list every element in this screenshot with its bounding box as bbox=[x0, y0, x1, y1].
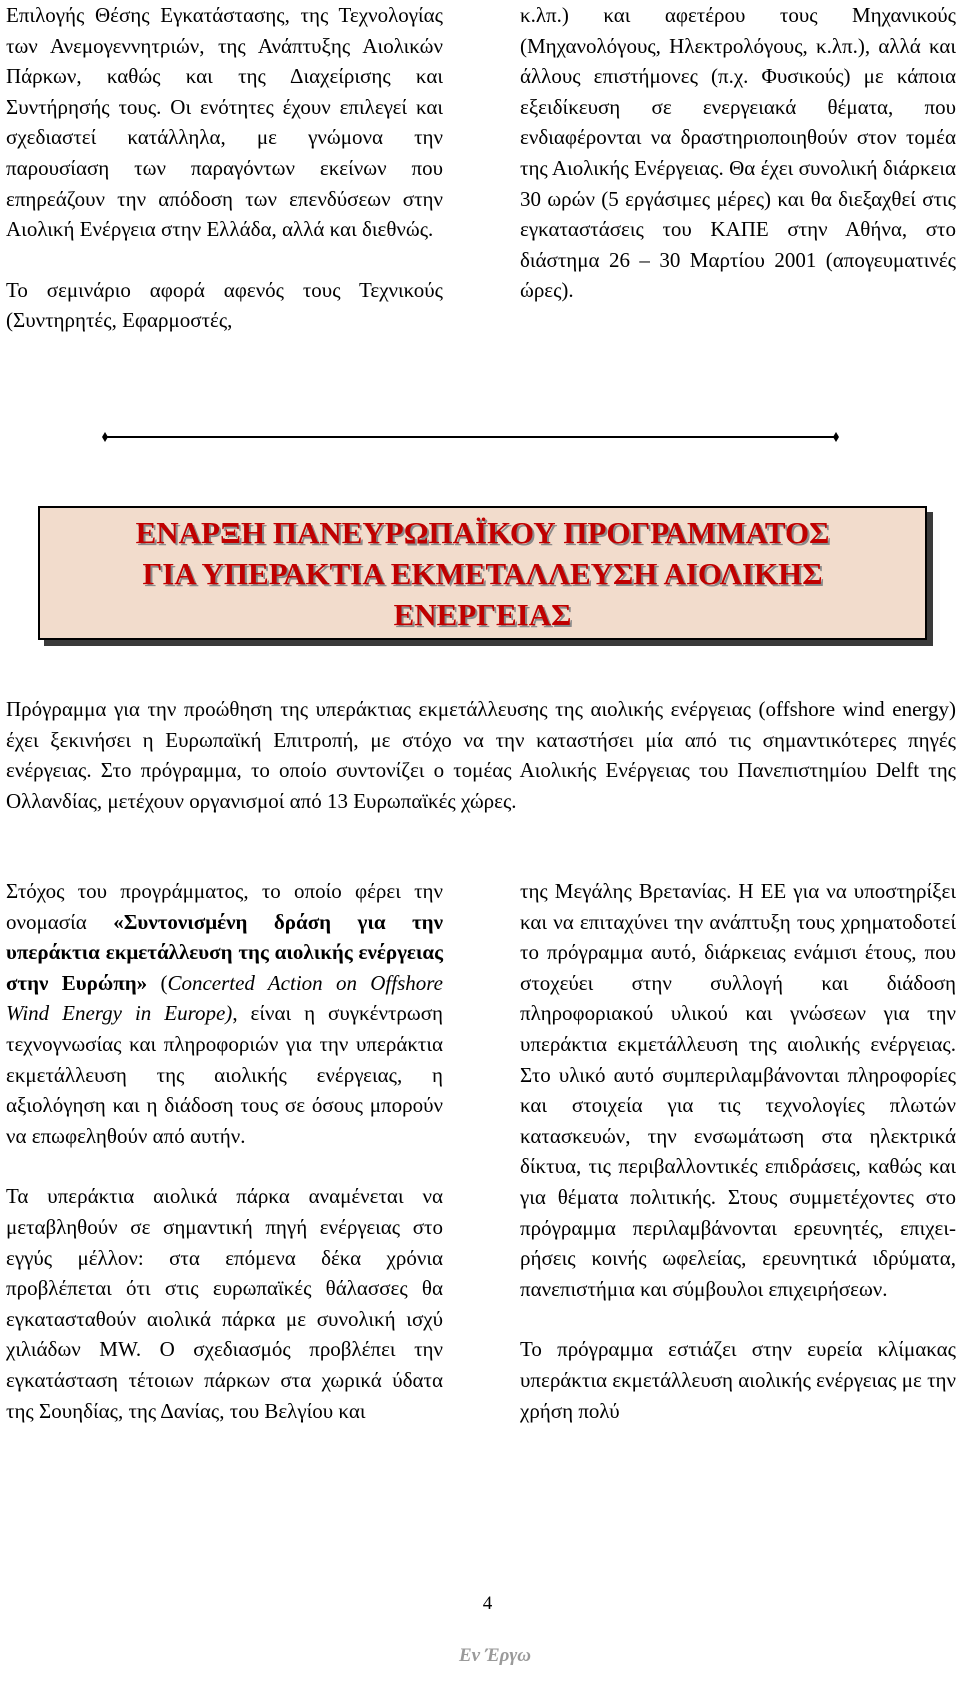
bottom-left-column bbox=[6, 876, 443, 1426]
paragraph-program-focus: Το πρόγραμμα εστιάζει στην ευρεία κλίμακας υπεράκτια εκμετάλλευση αιολικής ενέργειας με την χρήση πολύ bbox=[520, 1337, 956, 1423]
paragraph-seminar-topics: Επιλογής Θέσης Εγκατάστασης, της Τεχνολογίας των Ανεμογεννητριών, της Ανάπτυξης Αιολικών Πάρκων, καθώς και της Διαχείρισης και Συντήρησής τους. Οι ενότητες έχουν επιλεγεί και σχεδιαστεί κατάλληλα, με γνώμονα την παρουσίαση των παραγόντων εκείνων που επηρεάζουν την απόδοση των επενδύσεων στην Αιολική Ενέργεια στην Ελλάδα, αλλά και διεθνώς. bbox=[6, 3, 443, 242]
article-title-box bbox=[38, 506, 927, 640]
divider-left-diamond-icon bbox=[102, 432, 108, 442]
section-divider bbox=[102, 431, 839, 443]
bottom-right-column bbox=[520, 876, 956, 1426]
paragraph-offshore-parks: Τα υπεράκτια αιολικά πάρκα αναμένεται να μεταβληθούν σε σημαντική πηγή ενέργειας στο εγγύς μέλλον: στα επόμενα δέκα χρόνια προβλέπεται ότι στις ευρωπαϊκές θάλασσες θα εγκατασταθούν αιολικά πάρκα με συνολική ισχύ χιλιάδων MW. Ο σχεδιασμός προβλέπει την εγκατάσταση τέτοιων πάρκων στα χωρικά ύδατα της Σουηδίας, της Δανίας, του Βελγίου και bbox=[6, 1184, 443, 1423]
article-intro: Πρόγραμμα για την προώθηση της υπεράκτιας εκμετάλλευσης της αιολικής ενέργειας (offshore wind energy) έχει ξεκινήσει η Ευρωπαϊκή Επιτροπή, με στόχο να την καταστήσει μία από τις σημαντικότερες πηγές ενέργειας. Στο πρόγραμμα, το οποίο συντονίζει ο τομέας Αιολικής Ενέργειας του Πανεπιστημίου Delft της Ολλανδίας, μετέχουν οργανισμοί από 13 Ευρωπαϊκές χώρες. bbox=[6, 697, 956, 813]
program-name-english: Concerted Action on Offshore Wind Energy in Europe) bbox=[6, 970, 443, 1026]
paren-open: ( bbox=[147, 970, 168, 995]
article-title: ΕΝΑΡΞΗ ΠΑΝΕΥΡΩΠΑΪΚΟΥ ΠΡΟΓΡΑΜΜΑΤΟΣ ΓΙΑ ΥΠΕΡΑΚΤΙΑ ΕΚΜΕΤΑΛΛΕΥΣΗ ΑΙΟΛΙΚΗΣ ΕΝΕΡΓΕΙΑΣ bbox=[135, 514, 830, 632]
goal-text-start: Στόχος του προγράμματος, το οποίο φέρει την ονομασία bbox=[6, 879, 443, 934]
paragraph-seminar-details: κ.λπ.) και αφετέρου τους Μηχανικούς (Μηχανολόγους, Ηλεκτρολόγους, κ.λπ.), αλλά και άλλους επιστήμονες (π.χ. Φυσικούς) με κάποια εξειδίκευση σε ενεργειακά θέματα, που ενδιαφέρονται να δραστηριοποιηθούν στον τομέα της Αιολικής Ενέργειας. Θα έχει συνολική διάρκεια 30 ωρών (5 εργάσιμες μέρες) και θα διεξαχθεί στις εγκαταστάσεις του ΚΑΠΕ στην Αθήνα, στο διάστημα 26 – 30 Μαρτίου 2001 (απογευματινές ώρες). bbox=[520, 3, 956, 303]
top-right-column bbox=[520, 0, 956, 306]
paragraph-eu-funding: της Μεγάλης Βρετανίας. Η ΕΕ για να υποστηρίξει και να επιταχύνει την ανάπτυξη τους χρηματοδοτεί το πρόγραμμα αυτό, διάρκειας ενάμισι έτους, που στοχεύει στην συλλογή και διάδοση πληροφοριακού υλικού και γνώσεων για την υπεράκτια εκμετάλλευση της αιολικής ενέργειας. Στο υλικό αυτό συμπεριλαμβάνονται πληροφορίες και στοιχεία για τις τεχνολογίες πλωτών κατασκευών, την ενσωμάτωση στα ηλεκτρικά δίκτυα, τις περιβαλλοντικές επιδράσεις, καθώς και για θέματα πολιτικής. Στους συμμετέχοντες στο πρόγραμμα περιλαμβάνονται ερευνητές, επιχει-ρήσεις κοινής ωφελείας, ερευνητικά ιδρύματα, πανεπιστήμια και σύμβουλοι επιχειρήσεων. bbox=[520, 879, 956, 1301]
page-number: 4 bbox=[482, 1593, 493, 1614]
paragraph-seminar-audience: Το σεμινάριο αφορά αφενός τους Τεχνικούς (Συντηρητές, Εφαρμοστές, bbox=[6, 277, 443, 333]
footer-brand: Εν Έργω bbox=[458, 1645, 532, 1666]
goal-text-end: , είναι η συγκέντρωση τεχνογνωσίας και πληροφοριών για την υπεράκτια εκμετάλλευση της αιολικής ενέργειας, η αξιολόγηση και η διάδοση τους σε όσους μπορούν να επωφεληθούν από αυτήν. bbox=[6, 1001, 443, 1148]
divider-right-diamond-icon bbox=[833, 432, 839, 442]
paragraph-program-goal bbox=[6, 876, 443, 1151]
program-name-greek: «Συντονισμένη δράση για την υπεράκτια εκμετάλλευση της αιολικής ενέργειας στην Ευρώπη» bbox=[6, 909, 443, 995]
top-left-column bbox=[6, 0, 443, 336]
